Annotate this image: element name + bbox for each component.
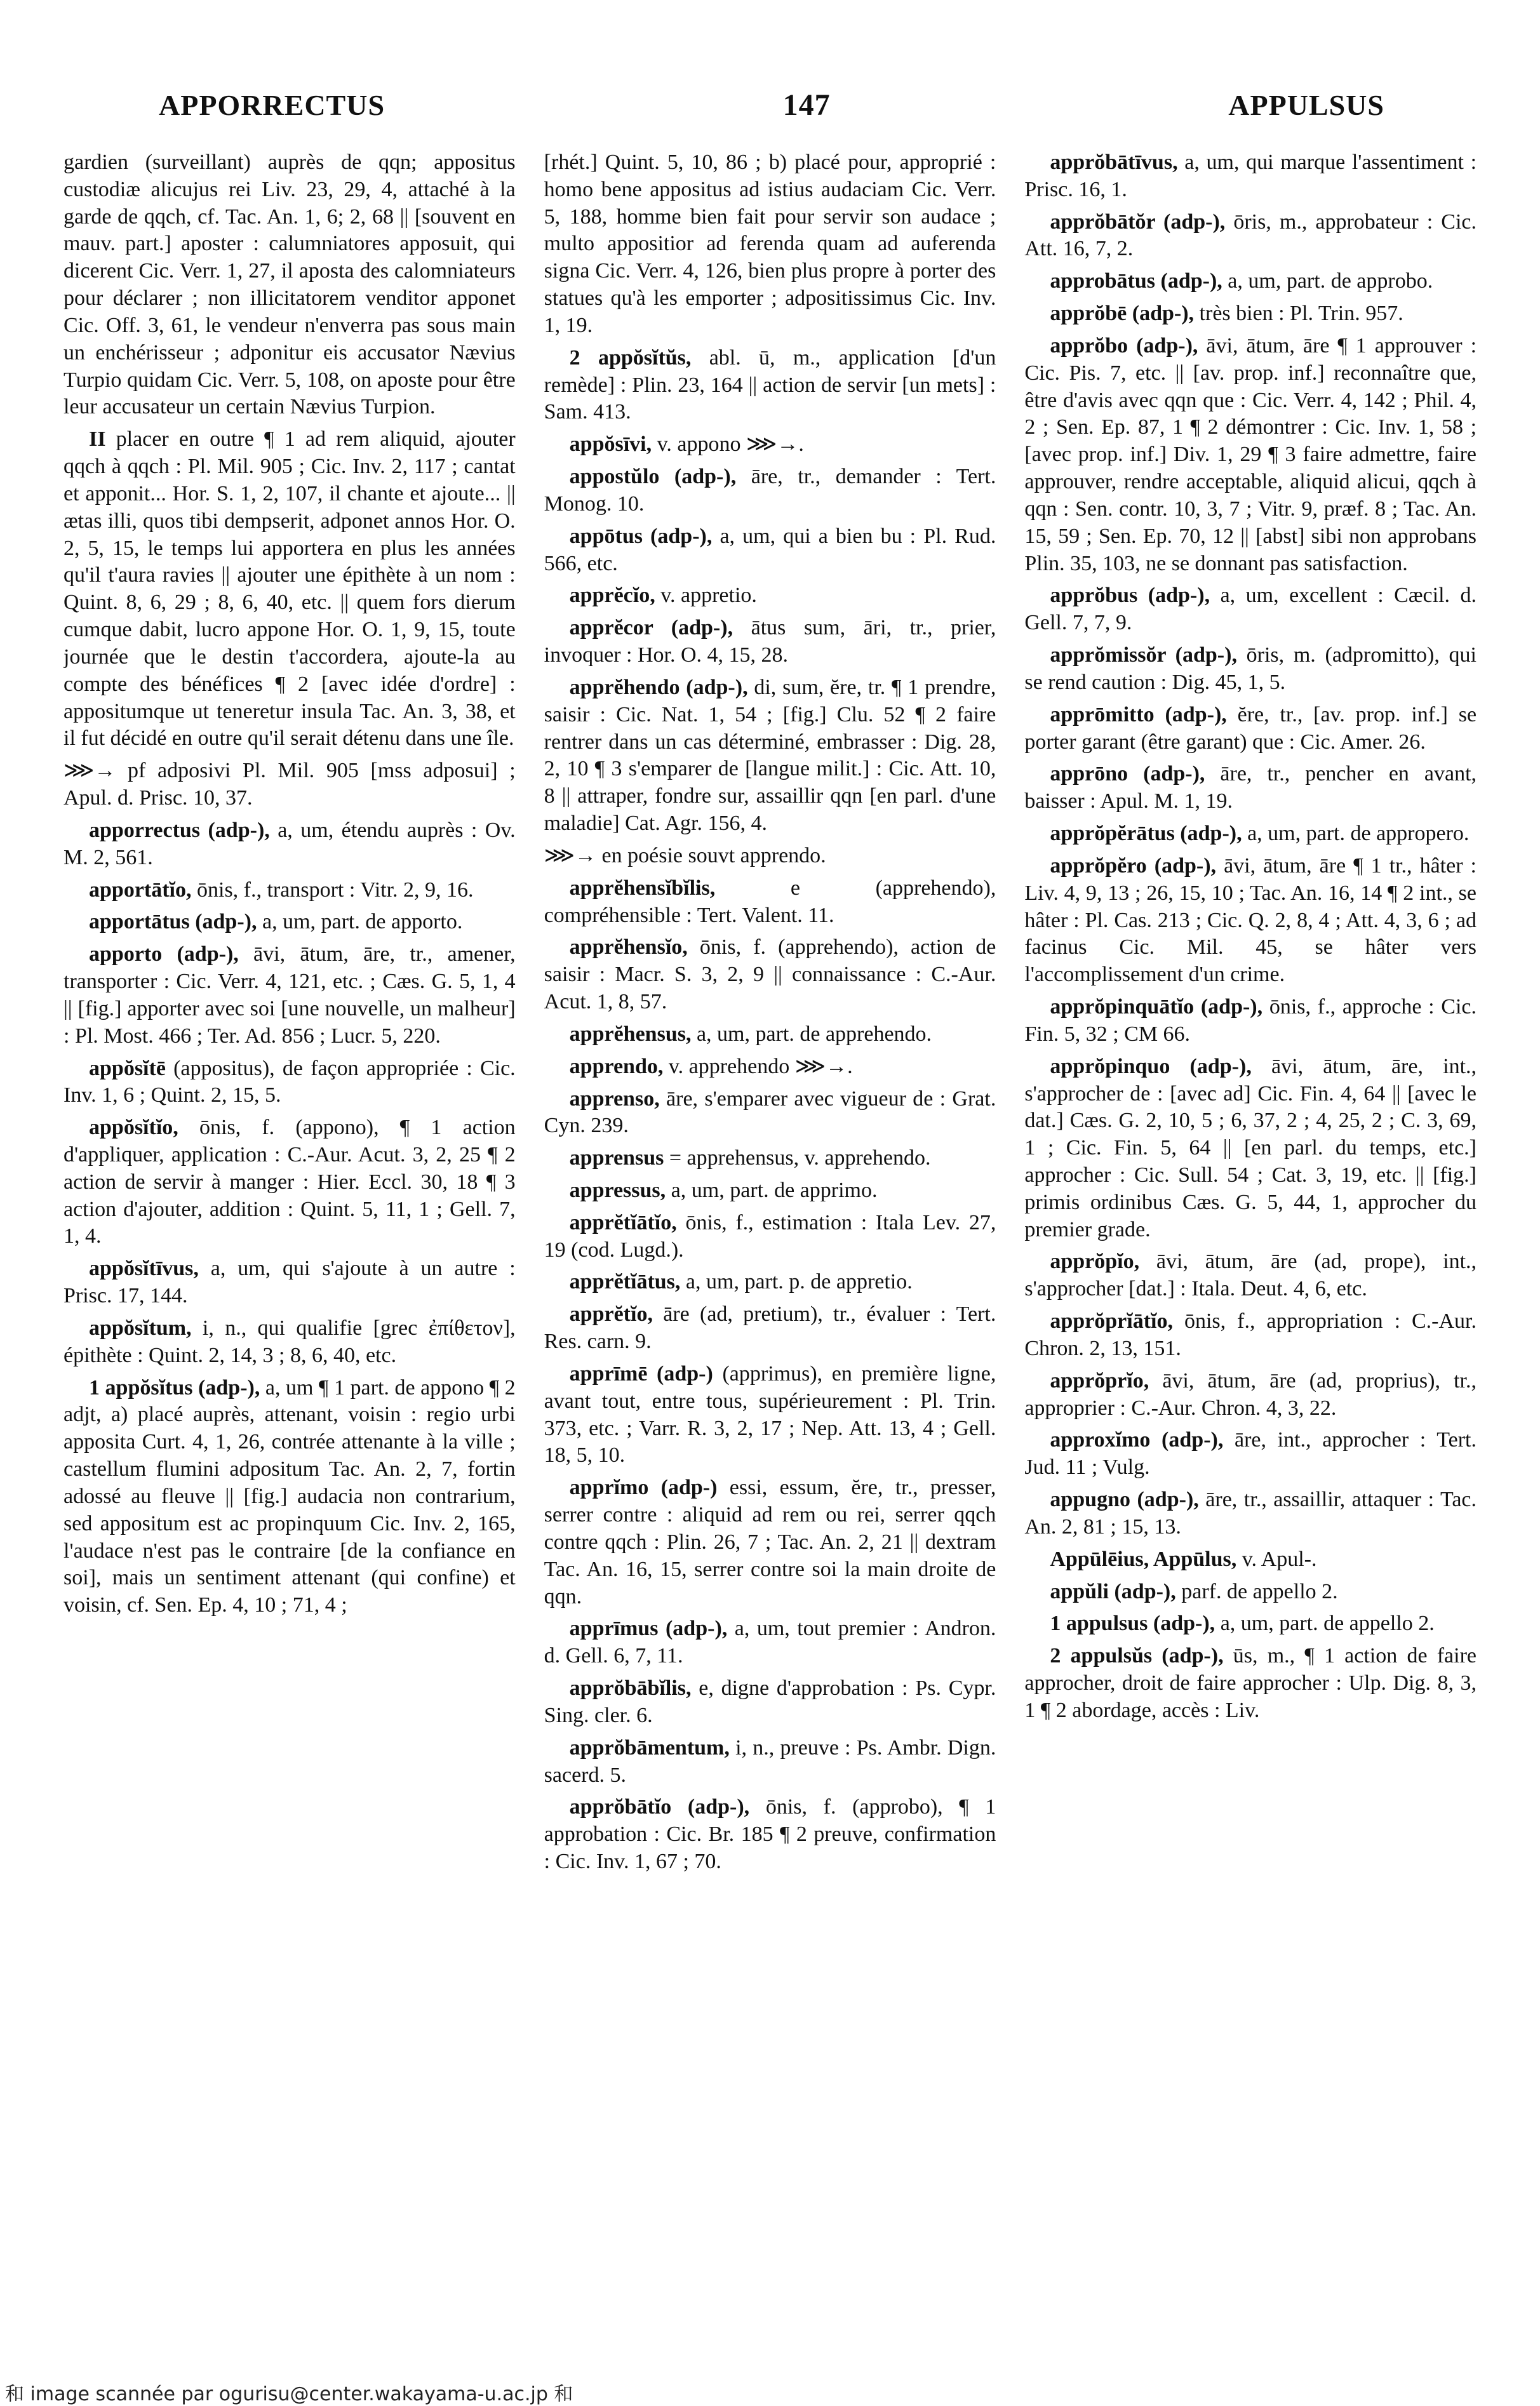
entry-definition: di, sum, ĕre, tr. ¶ 1 prendre, saisir : Cic. Nat. 1, 54 ; [fig.] Clu. 52 ¶ 2 faire rentrer dans un cas déterminé, embrasser : Dig. 28, 2, 10 ¶ 3 s'emparer de [langue milit.] : Cic. Att. 10, 8 || attraper, fondre sur, assaillir qqn [en parl. d'une maladie] Cat. Agr. 156, 4.	[544, 675, 996, 836]
entry-definition: (apprimus), en première ligne, avant tout, entre tous, supérieurement : Pl. Trin. 373, etc. ; Varr. R. 3, 2, 17 ; Nep. Att. 13, 4 ; Gell. 18, 5, 10.	[544, 1361, 996, 1467]
headword: apportātĭo,	[89, 878, 192, 902]
headword: apprĕhensĭo,	[569, 935, 688, 959]
headword: apprĕcor (adp-),	[569, 616, 733, 640]
column-left	[64, 149, 516, 2302]
dictionary-entry	[1024, 642, 1476, 697]
entry-definition: āre, tr., demander : Tert. Monog. 10.	[544, 465, 996, 516]
headword: apprŏpĕro (adp-),	[1050, 853, 1217, 878]
dictionary-entry	[544, 1794, 996, 1875]
dictionary-entry	[544, 615, 996, 669]
dictionary-entry	[64, 149, 516, 421]
entry-definition: āre, int., approcher : Tert. Jud. 11 ; Vulg.	[1024, 1428, 1477, 1480]
dictionary-entry	[544, 1675, 996, 1730]
headword: appŏsĭtīvus,	[89, 1257, 199, 1281]
entry-definition: ōris, m. (adpromitto), qui se rend caution : Dig. 45, 1, 5.	[1024, 643, 1477, 694]
headword: apprŏbābĭlis,	[569, 1676, 692, 1701]
dictionary-entry	[64, 1055, 516, 1110]
entry-definition: e (apprehendo), compréhensible : Tert. Valent. 11.	[544, 876, 996, 927]
entry-definition: a, um, part. de appello 2.	[1220, 1612, 1435, 1636]
dictionary-entry	[544, 1145, 996, 1172]
headword: appŏsĭtĭo,	[89, 1116, 178, 1140]
headword: Appūlēius, Appūlus,	[1050, 1547, 1237, 1571]
entry-definition: ōnis, f., transport : Vitr. 2, 9, 16.	[197, 878, 474, 902]
headword: appŏsĭtum,	[89, 1316, 192, 1340]
dictionary-entry	[64, 1114, 516, 1250]
headword: apprŏpinquo (adp-),	[1050, 1054, 1252, 1078]
headword: appostŭlo (adp-),	[569, 465, 737, 489]
column-right	[1024, 149, 1476, 2302]
entry-definition: i, n., qui qualifie [grec ἐπίθετον], épithète : Quint. 2, 14, 3 ; 8, 6, 40, etc.	[64, 1316, 516, 1367]
headword: apportātus (adp-),	[89, 910, 257, 934]
headword: approbātus (adp-),	[1050, 269, 1222, 293]
entry-definition: ōris, m., approbateur : Cic. Att. 16, 7, 2.	[1024, 210, 1477, 261]
entry-definition: a, um, part. de apprehendo.	[696, 1022, 932, 1046]
headword: apprŏprĭātĭo,	[1050, 1309, 1173, 1333]
entry-definition: a, um, qui a bien bu : Pl. Rud. 566, etc.	[544, 524, 996, 575]
dictionary-entry	[1024, 1248, 1476, 1303]
headword: apprŏpĭo,	[1050, 1250, 1140, 1274]
headword: appugno (adp-),	[1050, 1488, 1199, 1512]
headword: appŏsīvi,	[569, 432, 652, 457]
running-head-left: APPORRECTUS	[159, 88, 385, 121]
entry-definition: āvi, ātum, āre, tr., amener, transporter : Cic. Verr. 4, 121, etc. ; Cæs. G. 5, 1, 4 || [fig.] apporter avec soi [une nouvelle, un malheur] : Pl. Most. 466 ; Ter. Ad. 856 ; Lucr. 5, 220.	[64, 942, 516, 1048]
entry-definition: ōnis, f. (apprehendo), action de saisir : Macr. S. 3, 2, 9 || connaissance : C.-Aur. Acut. 1, 8, 57.	[544, 935, 996, 1014]
entry-definition: ōnis, f., appropriation : C.-Aur. Chron. 2, 13, 151.	[1024, 1309, 1477, 1360]
dictionary-entry	[1024, 1427, 1476, 1481]
headword: apprŏmissŏr (adp-),	[1050, 643, 1237, 667]
entry-definition: v. appono ⋙→.	[657, 432, 804, 457]
headword: apprĕtĭātĭo,	[569, 1210, 677, 1234]
dictionary-entry	[1024, 333, 1476, 577]
dictionary-entry	[64, 877, 516, 904]
column-middle	[544, 149, 996, 2302]
dictionary-entry	[544, 1021, 996, 1048]
headword: apprĭmo (adp-)	[569, 1476, 718, 1500]
dictionary-entry	[1024, 149, 1476, 204]
dictionary-entry	[1024, 1368, 1476, 1422]
dictionary-entry	[544, 1053, 996, 1081]
headword: 2 appulsŭs (adp-),	[1050, 1644, 1224, 1668]
dictionary-entry	[1024, 702, 1476, 756]
entry-definition: gardien (surveillant) auprès de qqn; appositus custodiæ alicujus rei Liv. 23, 29, 4, attaché à la garde de qqch, cf. Tac. An. 1, 6; 2, 68 || [souvent en mauv. part.] aposter : calumniatores apposuit, qui dicerent Cic. Verr. 1, 27, il aposta des calomniateurs pour déclarer ; non illicitatorem venditor apponet Cic. Off. 3, 61, le vendeur n'enverra pas sous main un enchérisseur ; adponitur eis accusator Nævius Turpio quidam Cic. Verr. 5, 108, on aposte pour être leur accusateur un certain Nævius Turpion.	[64, 150, 516, 419]
dictionary-entry	[544, 345, 996, 426]
dictionary-entry	[544, 1177, 996, 1205]
entry-definition: e, digne d'approbation : Ps. Cypr. Sing. cler. 6.	[544, 1676, 996, 1727]
entry-definition: a, um, part. p. de appretio.	[685, 1270, 913, 1294]
dictionary-entry	[1024, 1579, 1476, 1606]
headword: apporrectus (adp-),	[89, 818, 270, 842]
headword: 1 appulsus (adp-),	[1050, 1612, 1215, 1636]
headword: approxĭmo (adp-),	[1050, 1428, 1224, 1452]
entry-definition: v. appretio.	[660, 584, 757, 608]
headword: apprĕcĭo,	[569, 584, 655, 608]
headword: apprīmus (adp-),	[569, 1617, 728, 1641]
headword: apprĕtĭo,	[569, 1302, 653, 1327]
dictionary-entry	[544, 1615, 996, 1670]
headword: 1 appŏsĭtus (adp-),	[89, 1375, 260, 1400]
dictionary-entry	[64, 1255, 516, 1310]
entry-definition: āvi, ātum, āre ¶ 1 tr., hâter : Liv. 4, 9, 13 ; 26, 15, 10 ; Tac. An. 16, 14 ¶ 2 int., se hâter : Pl. Cas. 213 ; Cic. Q. 2, 8, 4 ; Att. 4, 3, 6 ; ad facinus Cic. Mil. 45, se hâter vers l'accomplissement d'un crime.	[1024, 853, 1477, 987]
entry-definition: a, um ¶ 1 part. de appono ¶ 2 adjt, a) placé auprès, attenant, voisin : regio urbi apposita Curt. 4, 1, 26, contrée attenante à la ville ; castellum flumini adpositum Tac. An. 2, 7, fortin adossé au fleuve || [fig.] audacia non contrarium, sed appositum est ac propinquum Cic. Inv. 2, 165, l'audace n'est pas le contraire [de la confiance en soi], mais un sentiment attenant (qui confine) et voisin, cf. Sen. Ep. 4, 10 ; 71, 4 ;	[64, 1375, 516, 1617]
dictionary-entry	[544, 523, 996, 578]
dictionary-entry	[1024, 1643, 1476, 1724]
dictionary-entry	[544, 1361, 996, 1469]
entry-definition: a, um, qui s'ajoute à un autre : Prisc. 17, 144.	[64, 1257, 516, 1308]
entry-definition: = apprehensus, v. apprehendo.	[669, 1146, 931, 1170]
headword: apprŏpinquātĭo (adp-),	[1050, 995, 1263, 1019]
dictionary-entry	[1024, 853, 1476, 989]
dictionary-entry	[1024, 268, 1476, 295]
dictionary-entry	[544, 1735, 996, 1789]
entry-definition: ⋙→ pf adposivi Pl. Mil. 905 [mss adposui] ; Apul. d. Prisc. 10, 37.	[64, 759, 516, 810]
headword: apprōno (adp-),	[1050, 762, 1205, 786]
page-number: 147	[782, 88, 831, 122]
entry-definition: v. Apul-.	[1242, 1547, 1317, 1571]
entry-definition: a, um, part. de apporto.	[262, 910, 463, 934]
entry-definition: a, um, part. de approbo.	[1228, 269, 1433, 293]
dictionary-entry	[1024, 1610, 1476, 1638]
running-head-right: APPULSUS	[1228, 88, 1384, 121]
entry-definition: āre (ad, pretium), tr., évaluer : Tert. Res. carn. 9.	[544, 1302, 996, 1354]
page-header	[159, 79, 1384, 130]
entry-definition: āvi, ātum, āre ¶ 1 approuver : Cic. Pis. 7, etc. || [av. prop. inf.] reconnaître que, être d'avis avec qqn que : Cic. Verr. 4, 142 ; Phil. 4, 2 ; Sen. Ep. 87, 1 ¶ 2 démontrer : Cic. Inv. 1, 58 ; [avec prop. inf.] Div. 1, 29 ¶ 3 faire admettre, faire approuver, rendre acceptable, aliquid alicui, qqch à qqn : Sen. contr. 10, 3, 7 ; Vitr. 9, præf. 8 ; Tac. An. 15, 59 ; Sen. Ep. 70, 12 || [abst] sibi non approbans Plin. 35, 103, ne se donnant pas satisfaction.	[1024, 333, 1477, 575]
entry-definition: a, um, tout premier : Andron. d. Gell. 6, 7, 11.	[544, 1617, 996, 1668]
headword: apprŏbātŏr (adp-),	[1050, 210, 1226, 234]
entry-definition: a, um, qui marque l'assentiment : Prisc. 16, 1.	[1024, 150, 1477, 201]
entry-definition: āre, tr., assaillir, attaquer : Tac. An. 2, 81 ; 15, 13.	[1024, 1488, 1477, 1539]
scan-credit: 和 image scannée par ogurisu@center.wakayama-u.ac.jp 和	[5, 2383, 573, 2405]
headword: II	[89, 427, 106, 451]
headword: appressus,	[569, 1178, 666, 1202]
headword: appōtus (adp-),	[569, 524, 713, 548]
headword: apprŏprĭo,	[1050, 1368, 1149, 1393]
dictionary-entry	[1024, 1487, 1476, 1541]
dictionary-columns	[64, 149, 1476, 2302]
dictionary-entry	[1024, 1546, 1476, 1574]
entry-definition: i, n., preuve : Ps. Ambr. Dign. sacerd. 5.	[544, 1735, 996, 1787]
headword: apprōmitto (adp-),	[1050, 702, 1227, 726]
dictionary-entry	[544, 149, 996, 340]
dictionary-entry	[64, 1315, 516, 1370]
entry-definition: ātus sum, āri, tr., prier, invoquer : Hor. O. 4, 15, 28.	[544, 616, 996, 667]
entry-definition: ōnis, f., approche : Cic. Fin. 5, 32 ; CM 66.	[1024, 995, 1477, 1046]
headword: apprŏpĕrātus (adp-),	[1050, 822, 1242, 846]
headword: apprendo,	[569, 1054, 664, 1078]
entry-definition: a, um, excellent : Cæcil. d. Gell. 7, 7, 9.	[1024, 584, 1477, 635]
headword: apprĕtĭātus,	[569, 1270, 681, 1294]
entry-definition: [rhét.] Quint. 5, 10, 86 ; b) placé pour, approprié : homo bene appositus ad istius audaciam Cic. Verr. 5, 188, homme bien fait pour servir son audace ; multo appositior ad ferenda quam ad auferenda signa Cic. Verr. 4, 126, bien plus propre à porter des statues qu'à les emporter ; adpositissimus Cic. Inv. 1, 19.	[544, 150, 996, 337]
headword: apprensus	[569, 1146, 664, 1170]
headword: apprŏbāmentum,	[569, 1735, 730, 1760]
headword: apporto (adp-),	[89, 942, 239, 966]
dictionary-entry	[544, 674, 996, 838]
dictionary-entry	[1024, 994, 1476, 1048]
headword: 2 appŏsĭtŭs,	[569, 345, 692, 370]
dictionary-entry	[544, 875, 996, 930]
entry-definition: placer en outre ¶ 1 ad rem aliquid, ajouter qqch à qqch : Pl. Mil. 905 ; Cic. Inv. 2, 117 ; cantat et apponit... Hor. S. 1, 2, 107, il chante et ajoute... || ætas illi, quos tibi dempserit, adponet annos Hor. O. 2, 5, 15, le temps lui apportera en plus les années qu'il t'aura ravies || ajouter une épithète à un nom : Quint. 8, 6, 29 ; 8, 6, 40, etc. || quem fors dierum cumque dabit, lucro appone Hor. O. 1, 9, 15, toute journée que le destin t'accordera, ajoute-la au compte des bénéfices ¶ 2 [avec idée d'ordre] : appositumque ut teneretur insula Tac. An. 3, 38, et il fut décidé en outre qu'il serait détenu dans une île.	[64, 427, 516, 751]
entry-definition: a, um, part. de apprimo.	[671, 1178, 878, 1202]
dictionary-entry	[1024, 761, 1476, 815]
headword: appŭli (adp-),	[1050, 1579, 1176, 1603]
entry-definition: (appositus), de façon appropriée : Cic. Inv. 1, 6 ; Quint. 2, 15, 5.	[64, 1056, 516, 1107]
dictionary-entry	[64, 758, 516, 812]
dictionary-entry	[64, 941, 516, 1050]
dictionary-entry	[1024, 820, 1476, 848]
entry-definition: āvi, ātum, āre, int., s'approcher de : [avec ad] Cic. Fin. 4, 64 || [avec le dat.] Cæs. G. 2, 10, 5 ; 6, 37, 2 ; 4, 25, 2 ; C. 3, 69, 1 ; Cic. Fin. 5, 64 || [en parl. du temps, etc.] approcher : Cic. Sull. 54 ; Cat. 3, 19, etc. || [fig.] primis ordinibus Cæs. G. 5, 44, 1, approcher du premier grade.	[1024, 1054, 1477, 1241]
headword: apprenso,	[569, 1086, 660, 1111]
dictionary-entry	[64, 817, 516, 872]
headword: apprīmē (adp-)	[569, 1361, 713, 1386]
dictionary-entry	[544, 1301, 996, 1356]
dictionary-entry	[1024, 1053, 1476, 1244]
dictionary-entry	[544, 464, 996, 518]
headword: apprŏbo (adp-),	[1050, 333, 1198, 358]
headword: apprŏbē (adp-),	[1050, 302, 1195, 326]
entry-definition: v. apprehendo ⋙→.	[668, 1054, 853, 1078]
dictionary-entry	[544, 431, 996, 458]
dictionary-entry	[1024, 209, 1476, 264]
dictionary-entry	[64, 426, 516, 752]
entry-definition: a, um, étendu auprès : Ov. M. 2, 561.	[64, 818, 516, 869]
headword: apprŏbus (adp-),	[1050, 584, 1210, 608]
dictionary-entry	[1024, 582, 1476, 637]
headword: apprŏbātīvus,	[1050, 150, 1178, 174]
entry-definition: a, um, part. de appropero.	[1247, 822, 1470, 846]
dictionary-entry	[544, 1474, 996, 1610]
headword: apprĕhendo (adp-),	[569, 675, 748, 699]
dictionary-entry	[544, 1086, 996, 1140]
entry-definition: ĕre, tr., [av. prop. inf.] se porter garant (être garant) que : Cic. Amer. 26.	[1024, 702, 1477, 754]
dictionary-entry	[544, 1269, 996, 1296]
dictionary-entry	[544, 582, 996, 610]
dictionary-entry	[1024, 300, 1476, 328]
entry-definition: abl. ū, m., application [d'un remède] : Plin. 23, 164 || action de servir [un mets] : Sam. 413.	[544, 345, 996, 424]
headword: apprĕhensus,	[569, 1022, 692, 1046]
entry-definition: parf. de appello 2.	[1181, 1579, 1338, 1603]
dictionary-entry	[64, 909, 516, 936]
entry-definition: ōnis, f. (approbo), ¶ 1 approbation : Cic. Br. 185 ¶ 2 preuve, confirmation : Cic. Inv. 1, 67 ; 70.	[544, 1795, 996, 1874]
dictionary-entry	[64, 1375, 516, 1619]
entry-definition: āvi, ātum, āre (ad, prope), int., s'approcher [dat.] : Itala. Deut. 4, 6, etc.	[1024, 1250, 1477, 1301]
entry-definition: āre, s'emparer avec vigueur de : Grat. Cyn. 239.	[544, 1086, 996, 1138]
dictionary-entry	[1024, 1308, 1476, 1363]
entry-definition: ōnis, f., estimation : Itala Lev. 27, 19 (cod. Lugd.).	[544, 1210, 996, 1262]
dictionary-entry	[544, 1210, 996, 1264]
dictionary-entry	[544, 934, 996, 1015]
headword: apprŏbātĭo (adp-),	[569, 1795, 750, 1819]
entry-definition: très bien : Pl. Trin. 957.	[1199, 302, 1403, 326]
entry-definition: essi, essum, ĕre, tr., presser, serrer contre : aliquid ad rem ou rei, serrer qqch contre qqch : Plin. 26, 7 ; Tac. An. 2, 21 || dextram Tac. An. 16, 15, serrer contre soi la main droite de qqn.	[544, 1476, 996, 1608]
entry-definition: ōnis, f. (appono), ¶ 1 action d'appliquer, application : C.-Aur. Acut. 3, 2, 25 ¶ 2 action de servir à manger : Hier. Eccl. 30, 18 ¶ 3 action d'ajouter, addition : Quint. 5, 11, 1 ; Gell. 7, 1, 4.	[64, 1116, 516, 1248]
dictionary-entry	[544, 843, 996, 870]
headword: appŏsĭtē	[89, 1056, 166, 1080]
headword: apprĕhensĭbĭlis,	[569, 876, 716, 900]
entry-definition: ⋙→ en poésie souvt apprendo.	[544, 843, 826, 867]
entry-definition: āvi, ātum, āre (ad, proprius), tr., approprier : C.-Aur. Chron. 4, 3, 22.	[1024, 1368, 1477, 1420]
entry-definition: ūs, m., ¶ 1 action de faire approcher, droit de faire approcher : Ulp. Dig. 8, 3, 1 ¶ 2 abordage, accès : Liv.	[1024, 1644, 1477, 1722]
entry-definition: āre, tr., pencher en avant, baisser : Apul. M. 1, 19.	[1024, 762, 1477, 813]
